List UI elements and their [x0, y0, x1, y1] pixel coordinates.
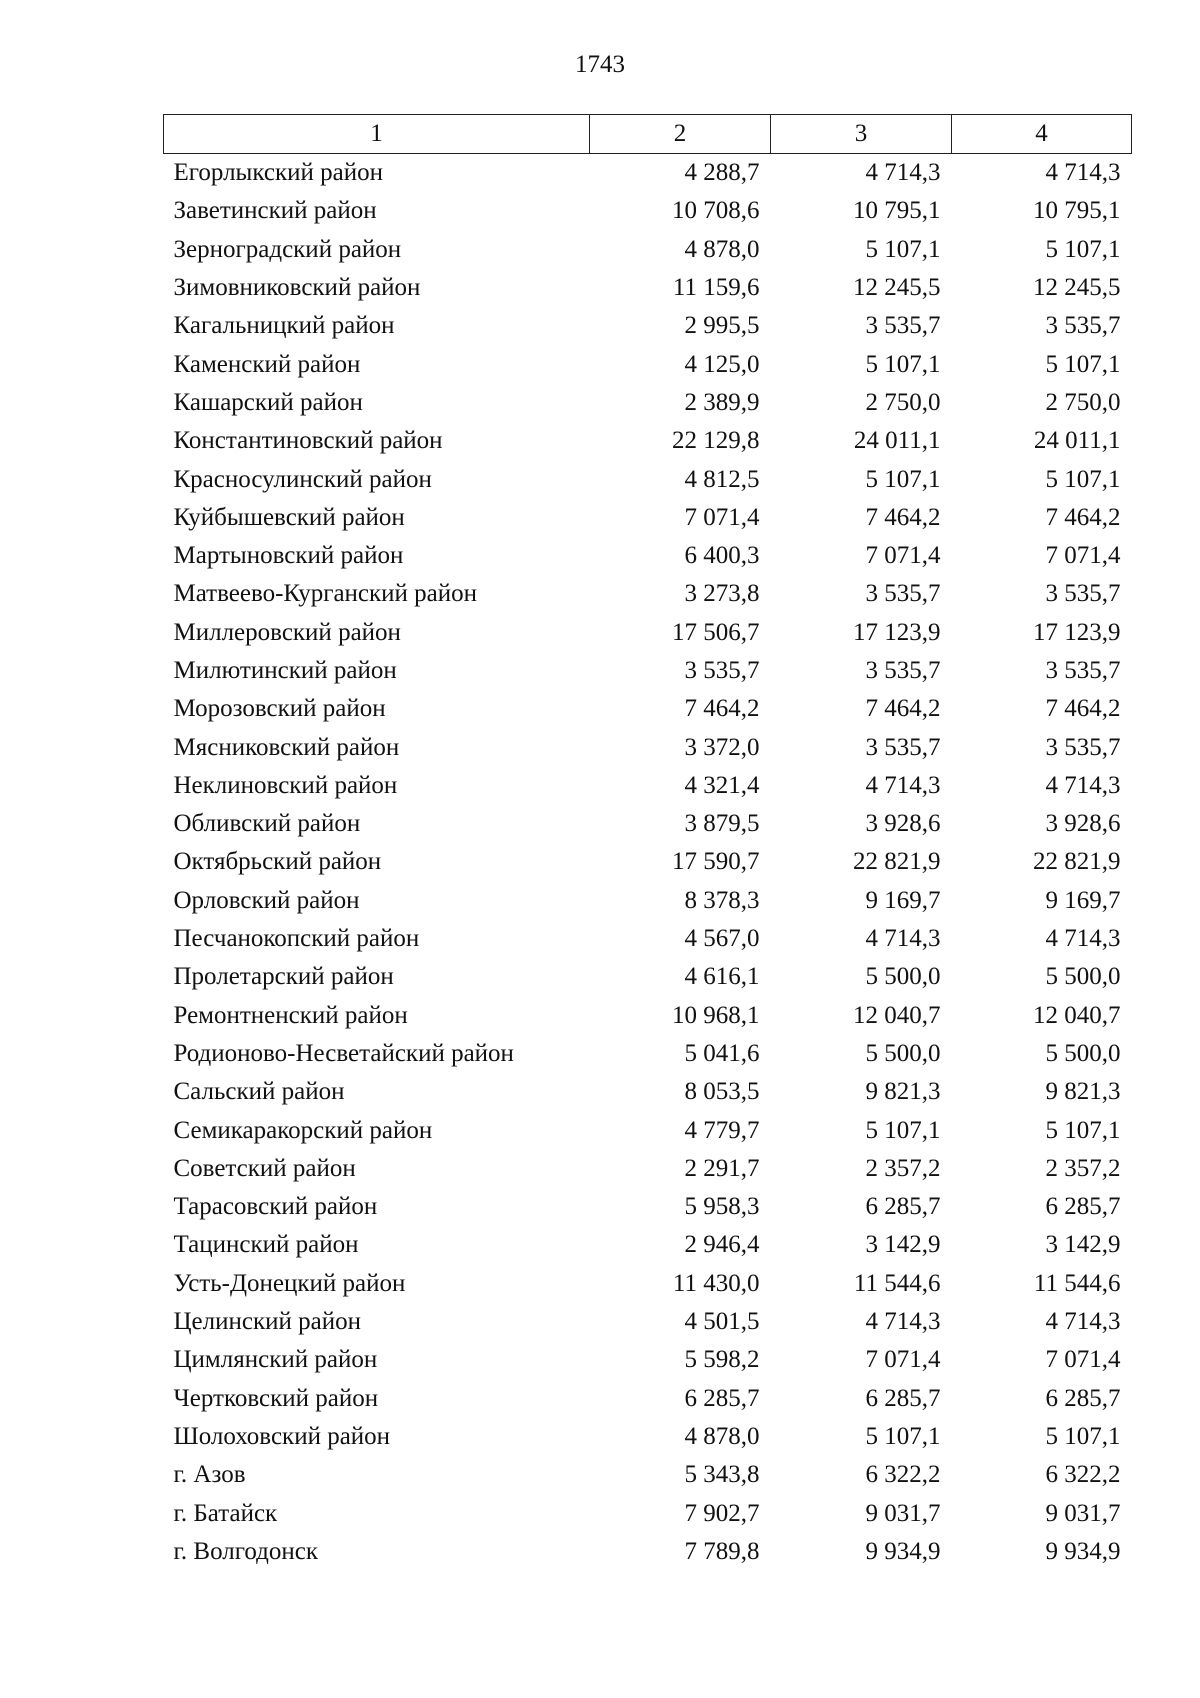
row-name-cell: Неклиновский район — [173, 771, 398, 799]
value-col-3-cell: 5 107,1 — [865, 1422, 941, 1450]
table-row — [164, 1341, 1132, 1379]
row-name-cell: г. Волгодонск — [173, 1537, 319, 1565]
row-name-cell: Тарасовский район — [173, 1193, 378, 1221]
table-row — [164, 537, 1132, 575]
value-col-3-cell: 4 714,3 — [865, 1308, 941, 1336]
value-col-2-cell: 3 535,7 — [684, 657, 760, 684]
table-row — [164, 882, 1132, 920]
value-col-4-cell: 7 071,4 — [1045, 542, 1121, 570]
row-name-cell: Цимлянский район — [173, 1346, 378, 1374]
value-col-4-cell: 17 123,9 — [1033, 618, 1121, 646]
row-name-cell: Мартыновский район — [173, 542, 404, 570]
value-col-3-cell: 3 928,6 — [865, 810, 941, 838]
table-row — [164, 269, 1132, 307]
value-col-2-cell: 10 708,6 — [672, 197, 760, 225]
value-col-2-cell: 7 789,8 — [684, 1537, 760, 1565]
row-name-cell: Сальский район — [173, 1078, 345, 1106]
value-col-2-cell: 3 879,5 — [684, 810, 760, 838]
table-row — [164, 652, 1132, 690]
row-name-cell: Кагальницкий район — [173, 312, 395, 340]
row-name-cell: Зимовниковский район — [173, 274, 421, 302]
row-name-cell: г. Азов — [173, 1461, 246, 1489]
value-col-3-cell: 9 934,9 — [865, 1537, 941, 1565]
value-col-2-cell: 5 343,8 — [684, 1461, 760, 1489]
value-col-2-cell: 4 878,0 — [684, 1422, 760, 1450]
value-col-4-cell: 9 031,7 — [1045, 1499, 1121, 1527]
row-name-cell: Целинский район — [173, 1308, 361, 1336]
value-col-3-cell: 7 071,4 — [865, 542, 941, 570]
value-col-3-cell: 3 535,7 — [865, 733, 941, 761]
value-col-3-cell: 6 285,7 — [865, 1193, 941, 1221]
value-col-3-cell: 24 011,1 — [853, 427, 941, 455]
table-row — [164, 920, 1132, 958]
header-col-1: 1 — [164, 115, 590, 154]
value-col-3-cell: 3 535,7 — [865, 657, 941, 684]
table-row — [164, 1494, 1132, 1532]
row-name-cell: Орловский район — [173, 886, 360, 914]
table-row — [164, 728, 1132, 766]
value-col-3-cell: 9 169,7 — [865, 886, 941, 914]
table-body — [164, 154, 1132, 1571]
row-name-cell: Ремонтненский район — [173, 1001, 408, 1029]
table-row — [164, 1073, 1132, 1111]
table-row — [164, 460, 1132, 498]
value-col-4-cell: 2 750,0 — [1045, 388, 1121, 416]
row-name-cell: Песчанокопский район — [173, 925, 420, 953]
value-col-3-cell: 12 245,5 — [853, 274, 941, 302]
table-row — [164, 1035, 1132, 1073]
header-row — [164, 115, 1132, 154]
value-col-2-cell: 17 590,7 — [672, 848, 760, 876]
value-col-4-cell: 3 535,7 — [1045, 657, 1121, 684]
row-name-cell: Кашарский район — [173, 388, 363, 416]
value-col-3-cell: 5 107,1 — [865, 465, 941, 493]
table-row — [164, 422, 1132, 460]
value-col-2-cell: 6 285,7 — [684, 1384, 760, 1412]
value-col-3-cell: 2 357,2 — [865, 1154, 941, 1182]
value-col-4-cell: 5 107,1 — [1045, 1116, 1121, 1144]
table-row — [164, 1226, 1132, 1264]
table-row — [164, 843, 1132, 881]
value-col-4-cell: 9 169,7 — [1045, 886, 1121, 914]
value-col-2-cell: 11 430,0 — [672, 1269, 760, 1297]
value-col-2-cell: 2 995,5 — [684, 312, 760, 340]
value-col-4-cell: 4 714,3 — [1045, 925, 1121, 953]
page-number: 1743 — [575, 51, 625, 78]
value-col-4-cell: 11 544,6 — [1033, 1269, 1121, 1297]
row-name-cell: Октябрьский район — [173, 848, 382, 876]
value-col-4-cell: 6 285,7 — [1045, 1384, 1121, 1412]
value-col-4-cell: 4 714,3 — [1045, 1308, 1121, 1336]
row-name-cell: Зерноградский район — [173, 235, 402, 263]
value-col-2-cell: 3 273,8 — [684, 580, 760, 608]
value-col-2-cell: 6 400,3 — [684, 542, 760, 570]
value-col-4-cell: 6 285,7 — [1045, 1193, 1121, 1221]
value-col-2-cell: 10 968,1 — [672, 1001, 760, 1029]
value-col-2-cell: 2 389,9 — [684, 388, 760, 416]
table-row — [164, 499, 1132, 537]
value-col-3-cell: 22 821,9 — [853, 848, 941, 876]
row-name-cell: Чертковский район — [173, 1384, 379, 1412]
value-col-3-cell: 7 464,2 — [865, 503, 941, 531]
value-col-2-cell: 5 958,3 — [684, 1193, 760, 1221]
value-col-3-cell: 4 714,3 — [865, 771, 941, 799]
value-col-3-cell: 10 795,1 — [853, 197, 941, 225]
table-row — [164, 307, 1132, 345]
value-col-3-cell: 5 500,0 — [865, 1039, 941, 1067]
row-name-cell: Константиновский район — [173, 427, 443, 455]
value-col-2-cell: 5 041,6 — [684, 1039, 760, 1067]
value-col-2-cell: 4 125,0 — [684, 350, 760, 378]
table-row — [164, 384, 1132, 422]
value-col-3-cell: 17 123,9 — [853, 618, 941, 646]
row-name-cell: Красносулинский район — [173, 465, 432, 493]
value-col-4-cell: 12 040,7 — [1033, 1001, 1121, 1029]
value-col-2-cell: 17 506,7 — [672, 618, 760, 646]
value-col-3-cell: 6 285,7 — [865, 1384, 941, 1412]
value-col-4-cell: 5 107,1 — [1045, 350, 1121, 378]
row-name-cell: Семикаракорский район — [173, 1116, 433, 1144]
value-col-3-cell: 7 464,2 — [865, 695, 941, 723]
value-col-2-cell: 7 071,4 — [684, 503, 760, 531]
table-row — [164, 154, 1132, 193]
value-col-4-cell: 3 142,9 — [1045, 1231, 1121, 1259]
value-col-3-cell: 5 107,1 — [865, 1116, 941, 1144]
value-col-3-cell: 2 750,0 — [865, 388, 941, 416]
value-col-4-cell: 7 071,4 — [1045, 1346, 1121, 1374]
header-col-3: 3 — [771, 115, 952, 154]
table-row — [164, 1456, 1132, 1494]
value-col-4-cell: 5 500,0 — [1045, 963, 1121, 991]
row-name-cell: Мясниковский район — [173, 733, 400, 761]
value-col-3-cell: 7 071,4 — [865, 1346, 941, 1374]
data-table — [163, 114, 1132, 1571]
value-col-2-cell: 7 464,2 — [684, 695, 760, 723]
value-col-4-cell: 3 535,7 — [1045, 580, 1121, 608]
value-col-2-cell: 4 567,0 — [684, 925, 760, 953]
row-name-cell: Родионово-Несветайский район — [173, 1039, 514, 1067]
value-col-3-cell: 9 031,7 — [865, 1499, 941, 1527]
table-row — [164, 1418, 1132, 1456]
value-col-4-cell: 22 821,9 — [1033, 848, 1121, 876]
value-col-2-cell: 11 159,6 — [672, 274, 760, 302]
value-col-2-cell: 2 291,7 — [684, 1154, 760, 1182]
value-col-2-cell: 7 902,7 — [684, 1499, 760, 1527]
table-row — [164, 1111, 1132, 1149]
table-row — [164, 1188, 1132, 1226]
table-row — [164, 997, 1132, 1035]
table-row — [164, 192, 1132, 230]
value-col-2-cell: 4 779,7 — [684, 1116, 760, 1144]
table-row — [164, 231, 1132, 269]
value-col-2-cell: 8 378,3 — [684, 886, 760, 914]
value-col-3-cell: 5 500,0 — [865, 963, 941, 991]
value-col-2-cell: 5 598,2 — [684, 1346, 760, 1374]
value-col-2-cell: 4 288,7 — [684, 159, 760, 187]
value-col-4-cell: 5 107,1 — [1045, 465, 1121, 493]
table-row — [164, 1533, 1132, 1571]
row-name-cell: Заветинский район — [173, 197, 377, 225]
row-name-cell: Каменский район — [173, 350, 361, 378]
row-name-cell: Тацинский район — [173, 1231, 359, 1259]
value-col-2-cell: 2 946,4 — [684, 1231, 760, 1259]
row-name-cell: г. Батайск — [173, 1499, 278, 1527]
value-col-4-cell: 9 934,9 — [1045, 1537, 1121, 1565]
value-col-2-cell: 22 129,8 — [672, 427, 760, 455]
table-row — [164, 614, 1132, 652]
table-row — [164, 690, 1132, 728]
header-col-2: 2 — [590, 115, 771, 154]
value-col-4-cell: 3 535,7 — [1045, 312, 1121, 340]
value-col-4-cell: 9 821,3 — [1045, 1078, 1121, 1106]
table-row — [164, 805, 1132, 843]
table-row — [164, 575, 1132, 613]
row-name-cell: Пролетарский район — [173, 963, 394, 991]
row-name-cell: Милютинский район — [173, 657, 397, 684]
row-name-cell: Усть-Донецкий район — [173, 1269, 406, 1297]
value-col-2-cell: 4 616,1 — [684, 963, 760, 991]
value-col-4-cell: 24 011,1 — [1033, 427, 1121, 455]
value-col-4-cell: 10 795,1 — [1033, 197, 1121, 225]
value-col-4-cell: 2 357,2 — [1045, 1154, 1121, 1182]
table-header — [164, 115, 1132, 154]
value-col-4-cell: 7 464,2 — [1045, 695, 1121, 723]
row-name-cell: Егорлыкский район — [173, 159, 383, 187]
table-row — [164, 1150, 1132, 1188]
value-col-4-cell: 5 107,1 — [1045, 1422, 1121, 1450]
value-col-2-cell: 4 812,5 — [684, 465, 760, 493]
table-row — [164, 1303, 1132, 1341]
value-col-3-cell: 9 821,3 — [865, 1078, 941, 1106]
value-col-4-cell: 4 714,3 — [1045, 771, 1121, 799]
row-name-cell: Куйбышевский район — [173, 503, 405, 531]
row-name-cell: Советский район — [173, 1154, 356, 1182]
row-name-cell: Миллеровский район — [173, 618, 401, 646]
value-col-2-cell: 4 321,4 — [684, 771, 760, 799]
value-col-3-cell: 11 544,6 — [853, 1269, 941, 1297]
value-col-4-cell: 6 322,2 — [1045, 1461, 1121, 1489]
table-row — [164, 1265, 1132, 1303]
value-col-3-cell: 3 535,7 — [865, 580, 941, 608]
table-row — [164, 345, 1132, 383]
value-col-3-cell: 6 322,2 — [865, 1461, 941, 1489]
value-col-4-cell: 4 714,3 — [1045, 159, 1121, 187]
row-name-cell: Обливский район — [173, 810, 361, 838]
value-col-3-cell: 4 714,3 — [865, 925, 941, 953]
table-row — [164, 958, 1132, 996]
row-name-cell: Матвеево-Курганский район — [173, 580, 478, 608]
value-col-2-cell: 8 053,5 — [684, 1078, 760, 1106]
value-col-4-cell: 5 500,0 — [1045, 1039, 1121, 1067]
header-col-4: 4 — [952, 115, 1132, 154]
value-col-2-cell: 3 372,0 — [684, 733, 760, 761]
value-col-4-cell: 12 245,5 — [1033, 274, 1121, 302]
table-row — [164, 1380, 1132, 1418]
value-col-4-cell: 7 464,2 — [1045, 503, 1121, 531]
value-col-4-cell: 3 535,7 — [1045, 733, 1121, 761]
value-col-4-cell: 5 107,1 — [1045, 235, 1121, 263]
value-col-3-cell: 3 142,9 — [865, 1231, 941, 1259]
value-col-4-cell: 3 928,6 — [1045, 810, 1121, 838]
value-col-3-cell: 12 040,7 — [853, 1001, 941, 1029]
value-col-2-cell: 4 501,5 — [684, 1308, 760, 1336]
value-col-3-cell: 5 107,1 — [865, 235, 941, 263]
value-col-3-cell: 5 107,1 — [865, 350, 941, 378]
value-col-2-cell: 4 878,0 — [684, 235, 760, 263]
value-col-3-cell: 3 535,7 — [865, 312, 941, 340]
value-col-3-cell: 4 714,3 — [865, 159, 941, 187]
row-name-cell: Шолоховский район — [173, 1422, 391, 1450]
row-name-cell: Морозовский район — [173, 695, 386, 723]
table-row — [164, 767, 1132, 805]
